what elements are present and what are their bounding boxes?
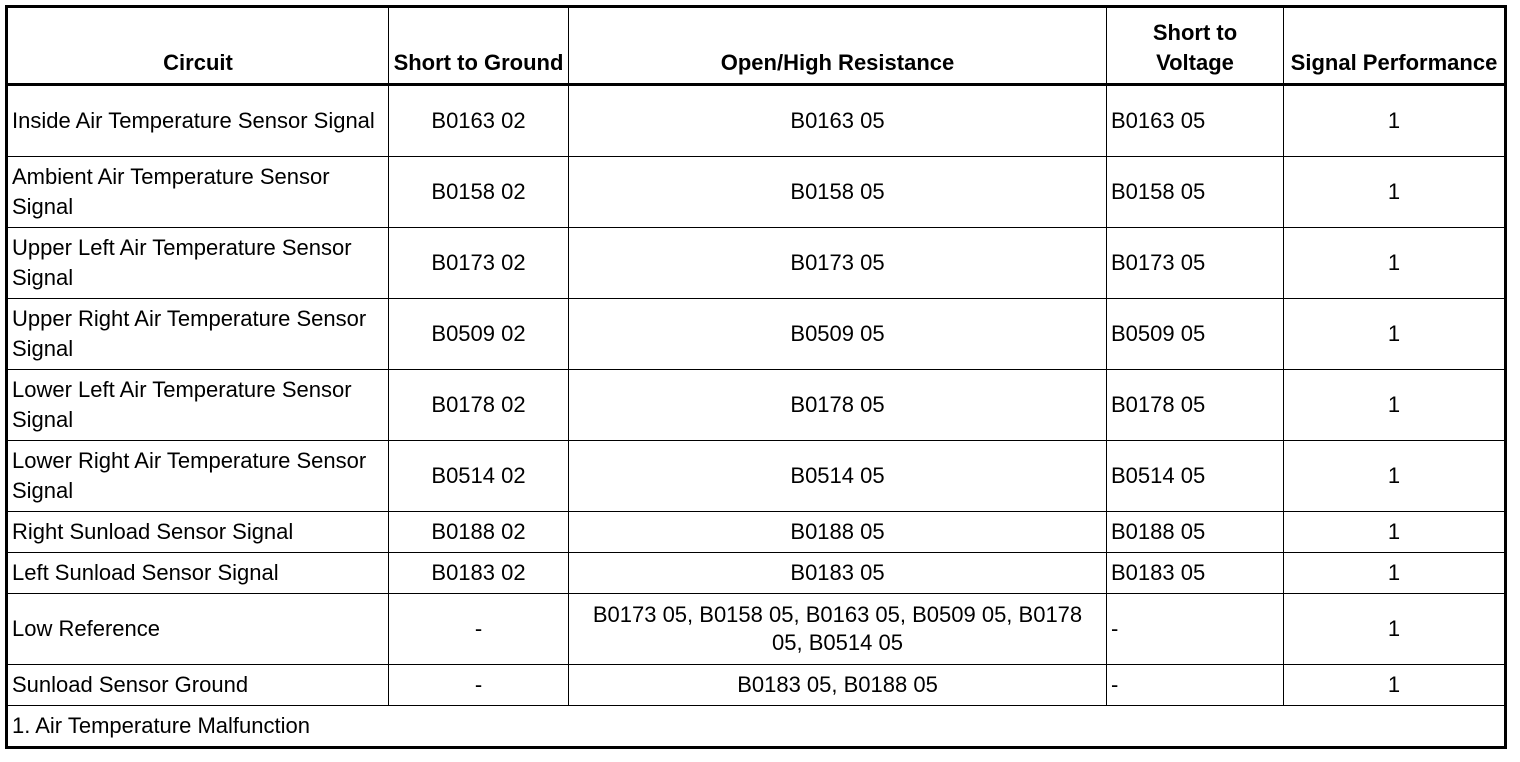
header-open-high-resistance: Open/High Resistance	[569, 7, 1107, 85]
circuit-cell: Sunload Sensor Ground	[7, 665, 389, 706]
signal-performance-cell: 1	[1284, 157, 1506, 228]
table-row	[7, 594, 1506, 665]
short-to-ground-cell: B0158 02	[389, 157, 569, 228]
short-to-ground-cell: B0514 02	[389, 441, 569, 512]
open-high-resistance-cell: B0178 05	[569, 370, 1107, 441]
short-to-ground-cell: B0509 02	[389, 299, 569, 370]
open-high-resistance-cell: B0173 05, B0158 05, B0163 05, B0509 05, B0178 05, B0514 05	[569, 594, 1107, 665]
short-to-voltage-cell: B0178 05	[1107, 370, 1284, 441]
open-high-resistance-cell: B0188 05	[569, 512, 1107, 553]
circuit-cell: Inside Air Temperature Sensor Signal	[7, 85, 389, 157]
circuit-cell: Ambient Air Temperature Sensor Signal	[7, 157, 389, 228]
table-row	[7, 299, 1506, 370]
table-row	[7, 665, 1506, 706]
table-row	[7, 441, 1506, 512]
signal-performance-cell: 1	[1284, 299, 1506, 370]
table-row	[7, 85, 1506, 157]
circuit-cell: Low Reference	[7, 594, 389, 665]
table-row	[7, 228, 1506, 299]
short-to-voltage-cell: B0514 05	[1107, 441, 1284, 512]
open-high-resistance-cell: B0173 05	[569, 228, 1107, 299]
short-to-voltage-cell: -	[1107, 594, 1284, 665]
table-row	[7, 370, 1506, 441]
open-high-resistance-cell: B0163 05	[569, 85, 1107, 157]
open-high-resistance-cell: B0158 05	[569, 157, 1107, 228]
open-high-resistance-cell: B0514 05	[569, 441, 1107, 512]
footnote-row	[7, 706, 1506, 748]
short-to-ground-cell: B0188 02	[389, 512, 569, 553]
short-to-voltage-cell: B0509 05	[1107, 299, 1284, 370]
circuit-cell: Left Sunload Sensor Signal	[7, 553, 389, 594]
circuit-cell: Upper Left Air Temperature Sensor Signal	[7, 228, 389, 299]
header-short-to-ground: Short to Ground	[389, 7, 569, 85]
signal-performance-cell: 1	[1284, 512, 1506, 553]
short-to-voltage-cell: B0188 05	[1107, 512, 1284, 553]
short-to-ground-cell: B0163 02	[389, 85, 569, 157]
circuit-cell: Right Sunload Sensor Signal	[7, 512, 389, 553]
short-to-ground-cell: B0183 02	[389, 553, 569, 594]
dtc-table	[5, 5, 1507, 749]
short-to-voltage-cell: B0158 05	[1107, 157, 1284, 228]
signal-performance-cell: 1	[1284, 441, 1506, 512]
header-circuit: Circuit	[7, 7, 389, 85]
open-high-resistance-cell: B0509 05	[569, 299, 1107, 370]
table-header	[7, 7, 1506, 85]
short-to-voltage-cell: B0183 05	[1107, 553, 1284, 594]
short-to-ground-cell: -	[389, 594, 569, 665]
short-to-ground-cell: B0173 02	[389, 228, 569, 299]
short-to-voltage-cell: -	[1107, 665, 1284, 706]
footnote: 1. Air Temperature Malfunction	[7, 706, 1506, 748]
short-to-voltage-cell: B0163 05	[1107, 85, 1284, 157]
header-short-to-voltage: Short to Voltage	[1107, 7, 1284, 85]
signal-performance-cell: 1	[1284, 553, 1506, 594]
circuit-cell: Upper Right Air Temperature Sensor Signal	[7, 299, 389, 370]
table-row	[7, 157, 1506, 228]
signal-performance-cell: 1	[1284, 594, 1506, 665]
table-row	[7, 512, 1506, 553]
circuit-cell: Lower Right Air Temperature Sensor Signal	[7, 441, 389, 512]
short-to-voltage-cell: B0173 05	[1107, 228, 1284, 299]
signal-performance-cell: 1	[1284, 665, 1506, 706]
short-to-ground-cell: B0178 02	[389, 370, 569, 441]
signal-performance-cell: 1	[1284, 228, 1506, 299]
signal-performance-cell: 1	[1284, 85, 1506, 157]
open-high-resistance-cell: B0183 05	[569, 553, 1107, 594]
table-body	[7, 85, 1506, 748]
signal-performance-cell: 1	[1284, 370, 1506, 441]
open-high-resistance-cell: B0183 05, B0188 05	[569, 665, 1107, 706]
circuit-cell: Lower Left Air Temperature Sensor Signal	[7, 370, 389, 441]
short-to-ground-cell: -	[389, 665, 569, 706]
table-row	[7, 553, 1506, 594]
header-signal-performance: Signal Performance	[1284, 7, 1506, 85]
header-row	[7, 7, 1506, 85]
